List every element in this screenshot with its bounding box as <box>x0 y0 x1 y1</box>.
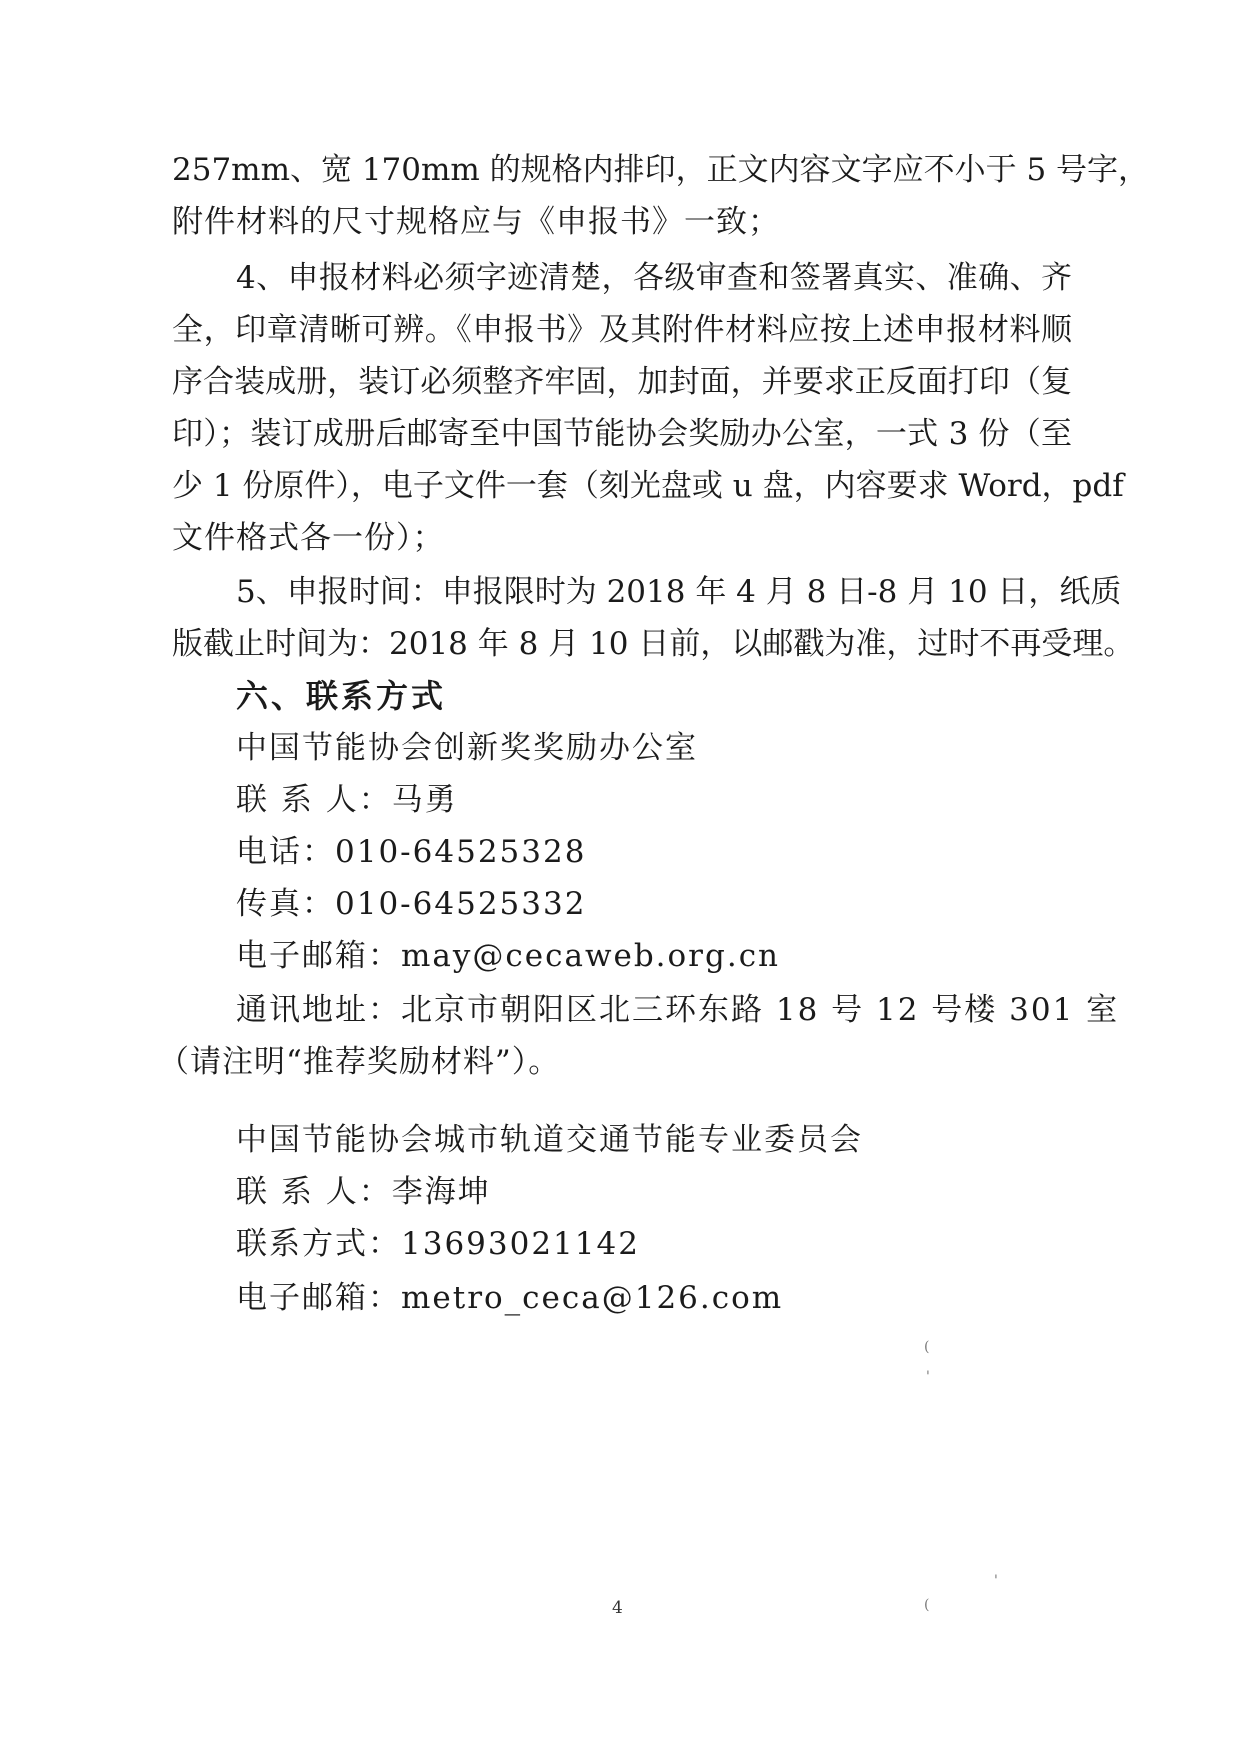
paragraph-line: 序合装成册，装订必须整齐牢固，加封面，并要求正反面打印（复 <box>172 364 1072 400</box>
contact2-email: 电子邮箱：metro_ceca@126.com <box>236 1280 784 1316</box>
paragraph-line: 附件材料的尺寸规格应与《申报书》一致； <box>172 204 780 240</box>
contact1-person: 联 系 人：马勇 <box>236 782 458 818</box>
contact1-email: 电子邮箱：may@cecaweb.org.cn <box>236 938 781 974</box>
scan-speck: ' <box>994 1573 998 1589</box>
paragraph-line: 文件格式各一份）； <box>172 520 445 556</box>
contact2-phone: 联系方式：13693021142 <box>236 1226 640 1262</box>
contact1-address-note: （请注明“推荐奖励材料”）。 <box>158 1044 561 1080</box>
contact1-phone: 电话：010-64525328 <box>236 834 587 870</box>
contact2-person: 联 系 人：李海坤 <box>236 1174 491 1210</box>
paragraph-line: 少 1 份原件），电子文件一套（刻光盘或 u 盘，内容要求 Word，pdf <box>172 468 1124 504</box>
paragraph-line: 版截止时间为：2018 年 8 月 10 日前，以邮戳为准，过时不再受理。 <box>172 626 1135 662</box>
paragraph-line: 257mm、宽 170mm 的规格内排印，正文内容文字应不小于 5 号字， <box>172 152 1150 188</box>
scan-speck: ( <box>924 1597 930 1613</box>
paragraph-line: 5、申报时间：申报限时为 2018 年 4 月 8 日-8 月 10 日，纸质 <box>236 574 1122 610</box>
page-number: 4 <box>612 1598 623 1618</box>
section-heading: 六、联系方式 <box>236 677 447 715</box>
paragraph-line: 4、申报材料必须字迹清楚，各级审查和签署真实、准确、齐 <box>236 260 1072 296</box>
contact2-org: 中国节能协会城市轨道交通节能专业委员会 <box>236 1122 863 1158</box>
contact1-fax: 传真：010-64525332 <box>236 886 587 922</box>
scan-speck: ( <box>924 1339 930 1355</box>
contact1-org: 中国节能协会创新奖奖励办公室 <box>236 730 698 766</box>
contact1-address: 通讯地址：北京市朝阳区北三环东路 18 号 12 号楼 301 室 <box>236 992 1120 1028</box>
scan-speck: ' <box>926 1369 930 1385</box>
paragraph-line: 印）；装订成册后邮寄至中国节能协会奖励办公室，一式 3 份（至 <box>172 416 1072 452</box>
paragraph-line: 全，印章清晰可辨。《申报书》及其附件材料应按上述申报材料顺 <box>172 312 1072 348</box>
